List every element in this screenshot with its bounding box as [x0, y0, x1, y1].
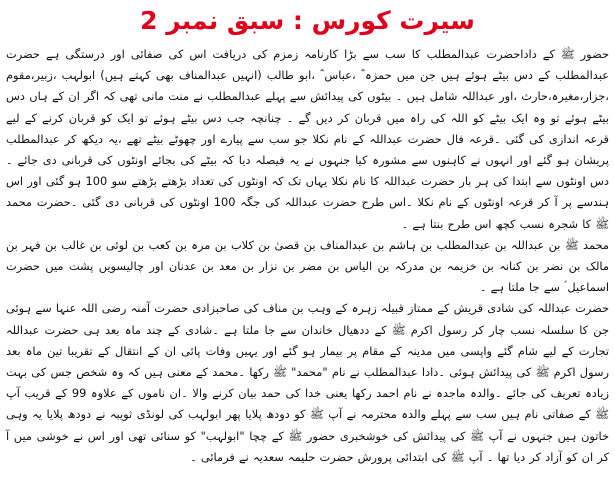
- page-title: سیرت کورس : سبق نمبر 2: [140, 6, 475, 35]
- paragraph-zamzam-and-sons: حضور ﷺ کے داداحضرت عبدالمطلب کا سب سے بڑا کارنامہ زمزم کی دریافت اس کی صفائی اور درستگی ہے حضرت عبدالمطلب کے دس بیٹے ہوئے ہیں جن میں حمزہ ؓ ،عباس ؓ ،ابو طالب (انہیں عبدالمناف بھی کہتے ہیں) ابولہب ،زبیر،مقوم ،جزار،مغیرہ،حارث ،اور عبداللہ شامل ہیں ۔ بیٹوں کی پیدائش سے پہلے عبدالمطلب نے منت مانی تھی کہ اگر ان کے ہاں دس بیٹے ہوئے تو وہ ایک بیٹے کو اللہ کی راہ میں قربان کر دیں گے ۔ چنانچہ جب دس بیٹے ہوئے تو ایک کو قربان کرنے کے لیے قرعہ اندازی کی گئی ۔قرعہ فال حضرت عبداللہ کے نام نکلا جو سب سے پیارے اور چھوٹے بیٹے تھے ،یہ دیکھ کر عبدالمطلب پریشان ہو گئے اور انہوں نے کاہنوں سے مشورہ کیا جنہوں نے یہ فیصلہ دیا کہ بیٹے کی بجائے اونٹوں کی قربانی دی جائے ۔دس اونٹوں سے ابتدا کی ہر بار حضرت عبداللہ کا نام نکلا یہاں تک کہ اونٹوں کی تعداد بڑھتے بڑھتے سو 100 ہو گئی اور اس ہندسے پر آ کر قرعہ اونٹوں کے نام نکلا ۔اس طرح حضرت عبداللہ کی جگہ 100 اونٹوں کی قربانی دی گئی ۔حضرت محمد ﷺ کا شجرہ نسب کچھ اس طرح بنتا ہے ۔: [6, 47, 610, 231]
- paragraph-marriage-and-birth: حضرت عبداللہ کی شادی قریش کے ممتاز قبیلہ زہرہ کے وہب بن مناف کی صاحبزادی حضرت آمنہ رضی اللہ عنہا سے ہوئی جن کا سلسلہ نسب چار کر رسول اکرم ﷺ کے ددھیال خاندان سے جا ملتا ہے ۔شادی کے چند ماہ بعد ہی حضرت عبداللہ تجارت کے لیے شام گئے واپسی میں مدینہ کے مقام پر بیمار ہو گئے اور یہیں وفات پائی ان کے انتقال کے تقریبا تین ماہ بعد رسول اکرم ﷺ کی پیدائش ہوئی ۔دادا عبدالمطلب نے نام "محمد" ﷺ رکھا ۔محمد کے معنی ہیں کہ وہ شخص جس کی بہت زیادہ تعریف کی جائے ۔والدہ ماجدہ نے نام احمد رکھا یعنی خدا کی حمد بیان کرنے والا ۔ان ناموں کے علاوہ 99 کے قریب آپ ﷺ کے صفاتی نام ہیں سب سے پہلے والدہ محترمہ نے آپ ﷺ کو دودھ پلایا پھر ابولہب کی لونڈی ثویبہ نے دودھ پلایا یہ وہی خاتون ہیں جنہوں نے آپ ﷺ کی پیدائش کی خوشخبری حضور ﷺ کے چچا "ابولہب" کو سنائی تھی اور اس نے خوشی میں آ کر ان کو آزاد کر دیا تھا ۔ آپ ﷺ کی ابتدائی پرورش حضرت حلیمہ سعدیہ نے فرمائی ۔: [6, 301, 609, 464]
- paragraph-lineage: محمد ﷺ بن عبداللہ بن عبدالمطلب بن ہاشم بن عبدالمناف بن قصیٰ بن کلاب بن مرہ بن کعب بن لوئی بن غالب بن فہر بن مالک بن نضر بن کنانہ بن خزیمہ بن مدرکہ بن الیاس بن مضر بن نزار بن معد بن عدنان اور چالیسویں پشت میں حضرت اسماعیل ؑ سے جا ملتا ہے ۔: [6, 237, 609, 295]
